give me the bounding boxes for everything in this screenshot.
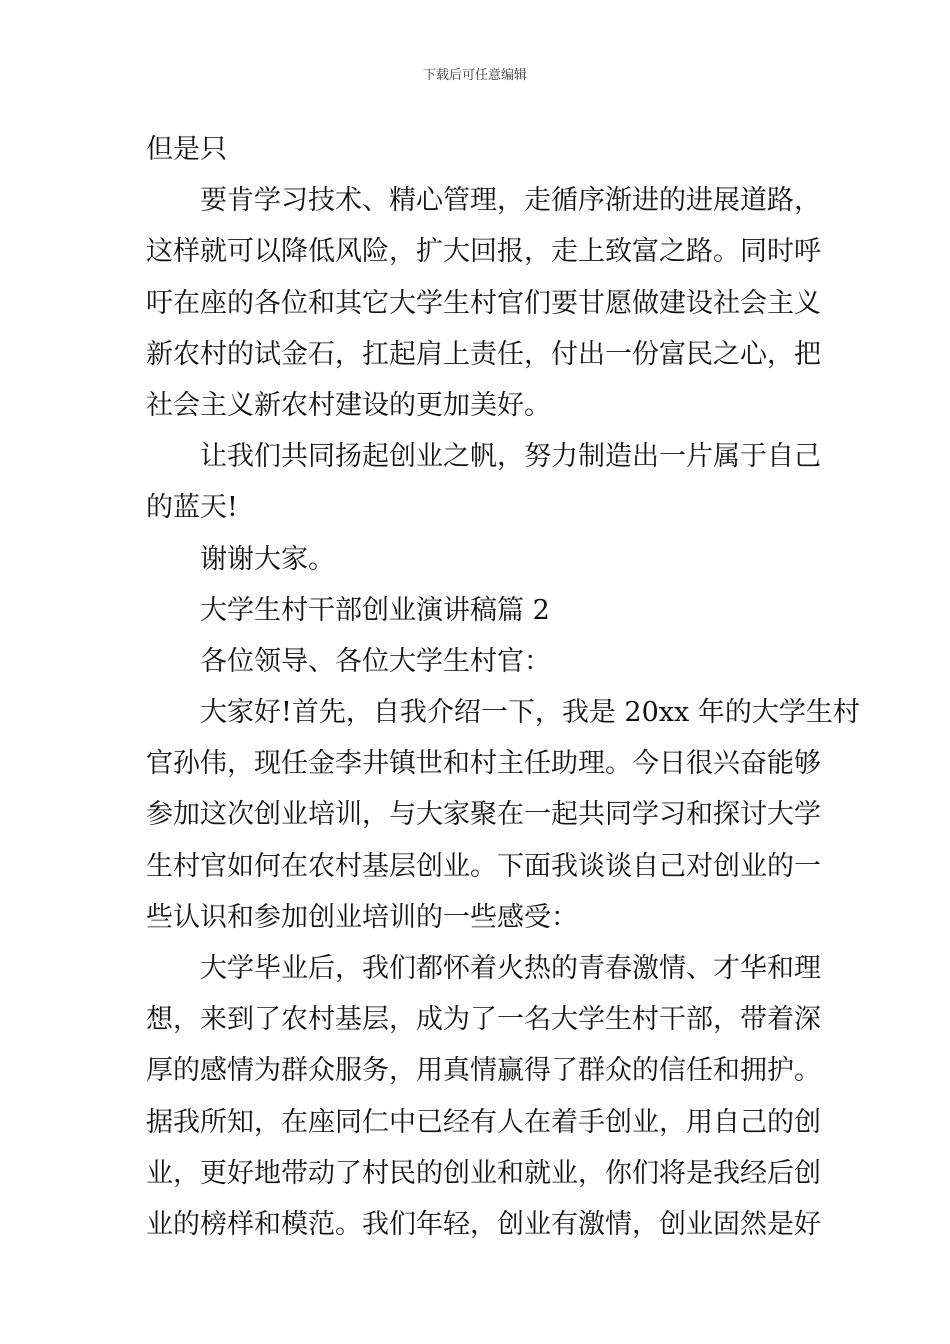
text-line: 的蓝天! [146, 492, 238, 524]
text-line: 些认识和参加创业培训的一些感受： [146, 901, 578, 933]
text-line: 大学毕业后，我们都怀着火热的青春激情、才华和理 [200, 953, 821, 984]
text-line: 但是只 [146, 134, 227, 165]
text-line: 据我所知，在座同仁中已经有人在着手创业，用自己的创 [146, 1106, 821, 1138]
text-line: 社会主义新农村建设的更加美好。 [146, 389, 551, 421]
document-body [146, 124, 860, 1250]
text-line: 吁在座的各位和其它大学生村官们要甘愿做建设社会主义 [146, 287, 821, 319]
text-line: 参加这次创业培训，与大家聚在一起共同学习和探讨大学 [146, 799, 821, 831]
text-line: 大学生村干部创业演讲稿篇 2 [200, 594, 550, 626]
text-line: 新农村的试金石，扛起肩上责任，付出一份富民之心，把 [146, 338, 821, 370]
text-line: 大家好!首先，自我介绍一下，我是 20xx 年的大学生村 [200, 697, 860, 729]
text-line: 谢谢大家。 [200, 543, 335, 575]
text-line: 要肯学习技术、精心管理，走循序渐进的进展道路， [200, 185, 821, 217]
page-header: 下载后可任意编辑 [422, 68, 527, 83]
text-line: 这样就可以降低风险，扩大回报，走上致富之路。同时呼 [146, 236, 821, 268]
text-line: 各位领导、各位大学生村官： [200, 645, 551, 677]
text-line: 想，来到了农村基层，成为了一名大学生村干部，带着深 [146, 1004, 821, 1036]
text-line: 生村官如何在农村基层创业。下面我谈谈自己对创业的一 [146, 850, 821, 882]
text-line: 业的榜样和模范。我们年轻，创业有激情，创业固然是好 [146, 1208, 821, 1240]
text-line: 业，更好地带动了村民的创业和就业，你们将是我经后创 [146, 1157, 821, 1189]
text-line: 让我们共同扬起创业之帆，努力制造出一片属于自己 [200, 441, 821, 473]
text-line: 官孙伟，现任金李井镇世和村主任助理。今日很兴奋能够 [146, 748, 821, 780]
text-line: 厚的感情为群众服务，用真情赢得了群众的信任和拥护。 [146, 1055, 821, 1087]
